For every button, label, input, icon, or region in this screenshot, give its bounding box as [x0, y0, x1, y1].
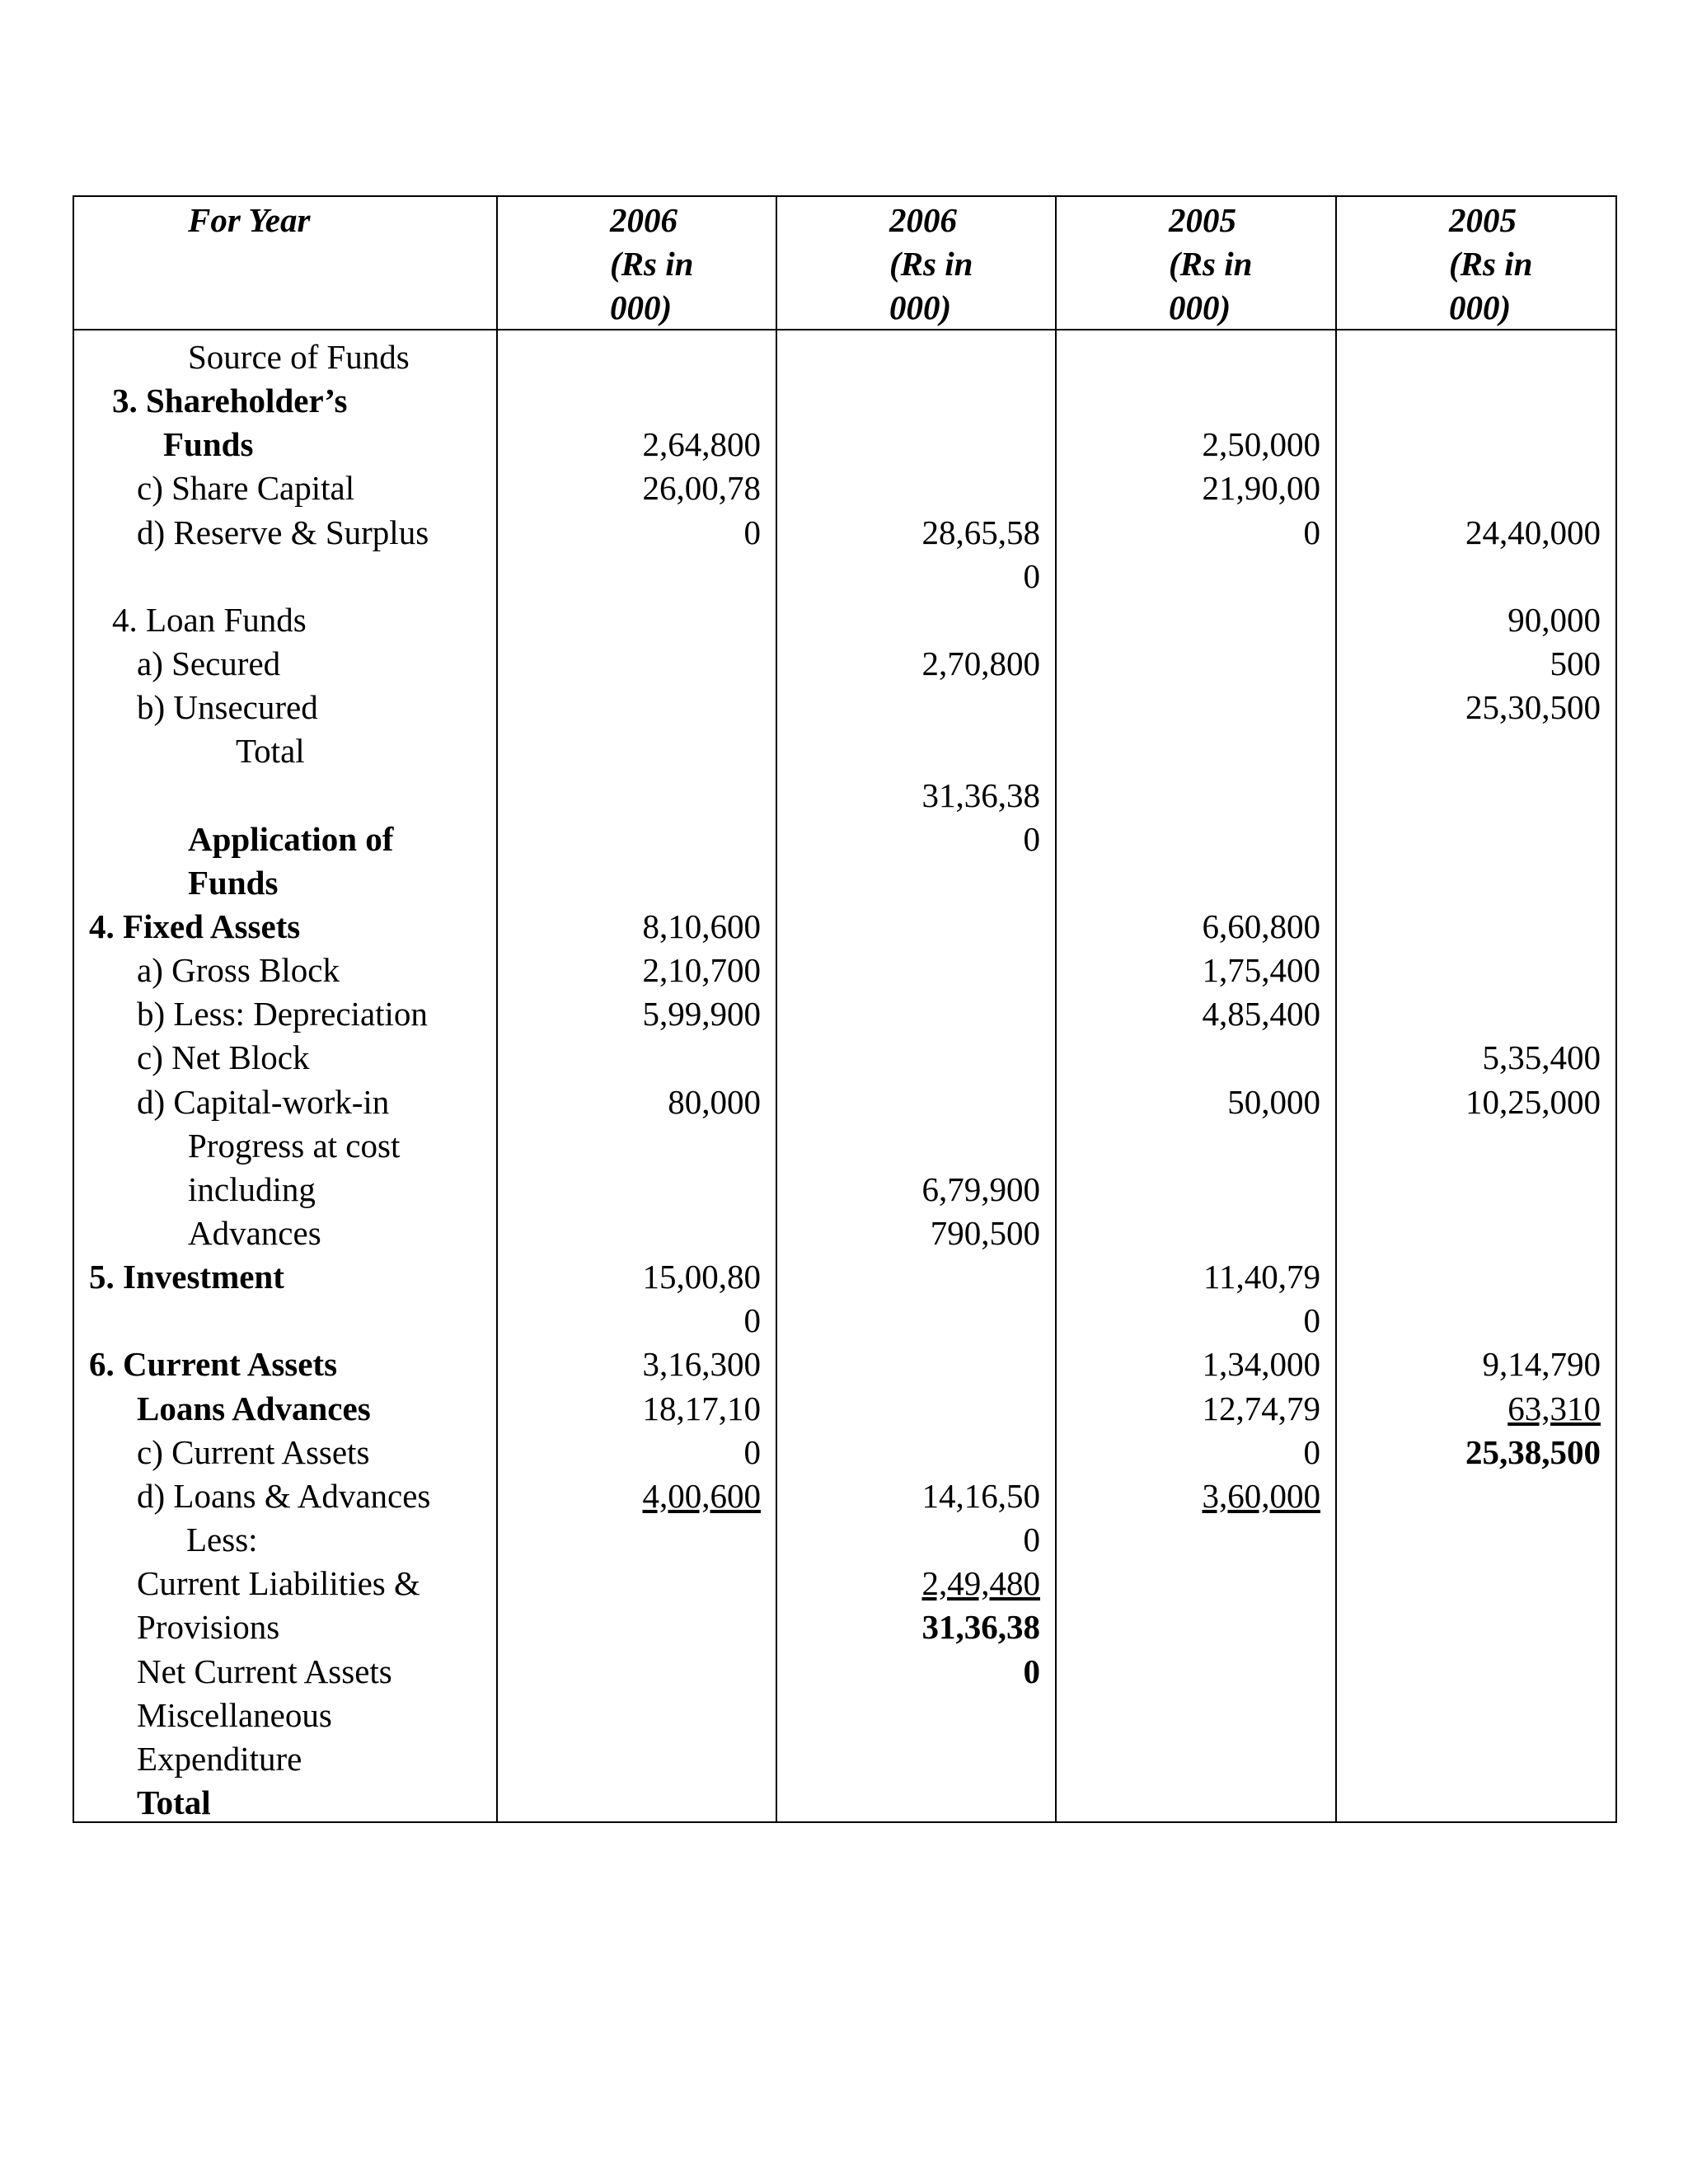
value-cell: 3,60,000 — [1202, 1476, 1320, 1515]
row-label: Funds — [163, 425, 254, 464]
value-cell: 500 — [1550, 644, 1601, 683]
value-cell: 1,34,000 — [1202, 1345, 1320, 1384]
header-cell-col-1 — [497, 196, 776, 330]
value-column-2006-b — [776, 330, 1056, 1822]
value-cell: 5,99,900 — [642, 995, 761, 1033]
value-column-2005-a — [1056, 330, 1336, 1822]
row-label: b) Unsecured — [137, 688, 318, 727]
label-column — [73, 330, 497, 1822]
value-cell: 25,30,500 — [1465, 688, 1601, 727]
value-cell: 790,500 — [930, 1214, 1040, 1252]
row-label: c) Current Assets — [137, 1432, 370, 1471]
value-cell: 1,75,400 — [1202, 951, 1320, 990]
value-cell: 50,000 — [1227, 1082, 1320, 1121]
value-cell: 15,00,80 — [642, 1258, 761, 1296]
header-cell-col-3 — [1056, 196, 1336, 330]
row-label: d) Capital-work-in — [137, 1082, 390, 1121]
value-cell: 11,40,79 — [1203, 1258, 1320, 1296]
row-label: Source of Funds — [188, 338, 410, 376]
value-column-2005-b — [1336, 330, 1616, 1822]
row-label: Total — [137, 1783, 211, 1821]
value-cell: 21,90,00 — [1202, 469, 1320, 508]
header-unit: (Rs in — [1449, 245, 1533, 283]
value-cell: 6,79,900 — [921, 1169, 1040, 1208]
balance-sheet-table — [73, 195, 1617, 1823]
value-cell: 80,000 — [668, 1082, 761, 1121]
value-cell: 0 — [1303, 1432, 1320, 1471]
row-label: including — [188, 1169, 316, 1208]
header-unit: (Rs in — [1169, 245, 1253, 283]
value-cell: 0 — [743, 513, 761, 551]
value-cell: 12,74,79 — [1202, 1389, 1320, 1427]
row-label: Loans Advances — [137, 1389, 371, 1427]
value-cell: 2,10,700 — [642, 951, 761, 990]
row-label: a) Secured — [137, 644, 281, 683]
header-unit-end: 000) — [1449, 288, 1512, 326]
value-cell: 6,60,800 — [1202, 907, 1320, 945]
value-cell: 90,000 — [1507, 600, 1601, 639]
value-cell: 31,36,38 — [921, 1608, 1040, 1647]
value-cell: 10,25,000 — [1465, 1082, 1601, 1121]
header-year: 2006 — [610, 201, 678, 239]
row-label: Total — [236, 732, 305, 771]
value-cell: 3,16,300 — [642, 1345, 761, 1384]
row-label: Miscellaneous — [137, 1695, 332, 1734]
value-cell: 63,310 — [1507, 1389, 1601, 1427]
value-cell: 0 — [1023, 1521, 1040, 1559]
value-cell: 2,49,480 — [921, 1564, 1040, 1603]
header-cell-col-2 — [776, 196, 1056, 330]
row-label: 4. Fixed Assets — [89, 907, 301, 945]
value-cell: 2,64,800 — [642, 425, 761, 464]
value-cell: 14,16,50 — [921, 1476, 1040, 1515]
row-label: Advances — [188, 1214, 321, 1252]
header-year: 2005 — [1449, 201, 1517, 239]
row-label: 4. Loan Funds — [112, 600, 307, 639]
row-label: a) Gross Block — [137, 951, 340, 990]
row-label: d) Reserve & Surplus — [137, 513, 429, 551]
value-cell: 2,50,000 — [1202, 425, 1320, 464]
value-cell: 0 — [743, 1432, 761, 1471]
row-label: d) Loans & Advances — [137, 1476, 431, 1515]
row-label: Application of — [188, 819, 394, 858]
row-label: b) Less: Depreciation — [137, 995, 428, 1033]
row-label: Provisions — [137, 1608, 280, 1647]
value-cell: 18,17,10 — [642, 1389, 761, 1427]
header-unit-end: 000) — [610, 288, 673, 326]
value-cell: 0 — [1023, 556, 1040, 595]
header-unit-end: 000) — [889, 288, 952, 326]
value-cell: 8,10,600 — [642, 907, 761, 945]
row-label: Current Liabilities & — [137, 1564, 420, 1603]
row-label: Funds — [188, 863, 279, 902]
value-cell: 5,35,400 — [1482, 1038, 1601, 1077]
row-label: 3. Shareholder’s — [112, 382, 348, 420]
header-cell-for-year — [73, 196, 497, 330]
value-cell: 25,38,500 — [1465, 1432, 1601, 1471]
row-label: Net Current Assets — [137, 1652, 392, 1690]
value-cell: 28,65,58 — [921, 513, 1040, 551]
header-unit: (Rs in — [889, 245, 973, 283]
value-cell: 0 — [1303, 513, 1320, 551]
value-cell: 0 — [1023, 1652, 1040, 1690]
header-unit: (Rs in — [610, 245, 694, 283]
row-label: 6. Current Assets — [89, 1345, 338, 1384]
value-column-2006-a — [497, 330, 776, 1822]
value-cell: 4,00,600 — [642, 1476, 761, 1515]
row-label: Progress at cost — [188, 1126, 401, 1165]
value-cell: 9,14,790 — [1482, 1345, 1601, 1384]
value-cell: 24,40,000 — [1465, 513, 1601, 551]
value-cell: 0 — [1303, 1301, 1320, 1340]
value-cell: 0 — [1023, 819, 1040, 858]
table-body-row — [73, 330, 1616, 1822]
row-label: Expenditure — [137, 1739, 302, 1778]
header-unit-end: 000) — [1169, 288, 1231, 326]
header-label: For Year — [188, 201, 311, 239]
value-cell: 4,85,400 — [1202, 995, 1320, 1033]
row-label: c) Share Capital — [137, 469, 355, 508]
header-year: 2006 — [889, 201, 957, 239]
table-header-row — [73, 196, 1616, 330]
value-cell: 31,36,38 — [921, 776, 1040, 814]
value-cell: 26,00,78 — [642, 469, 761, 508]
value-cell: 2,70,800 — [921, 644, 1040, 683]
value-cell: 0 — [743, 1301, 761, 1340]
row-label: Less: — [186, 1521, 258, 1559]
header-cell-col-4 — [1336, 196, 1616, 330]
header-year: 2005 — [1169, 201, 1236, 239]
row-label: 5. Investment — [89, 1258, 284, 1296]
row-label: c) Net Block — [137, 1038, 310, 1077]
